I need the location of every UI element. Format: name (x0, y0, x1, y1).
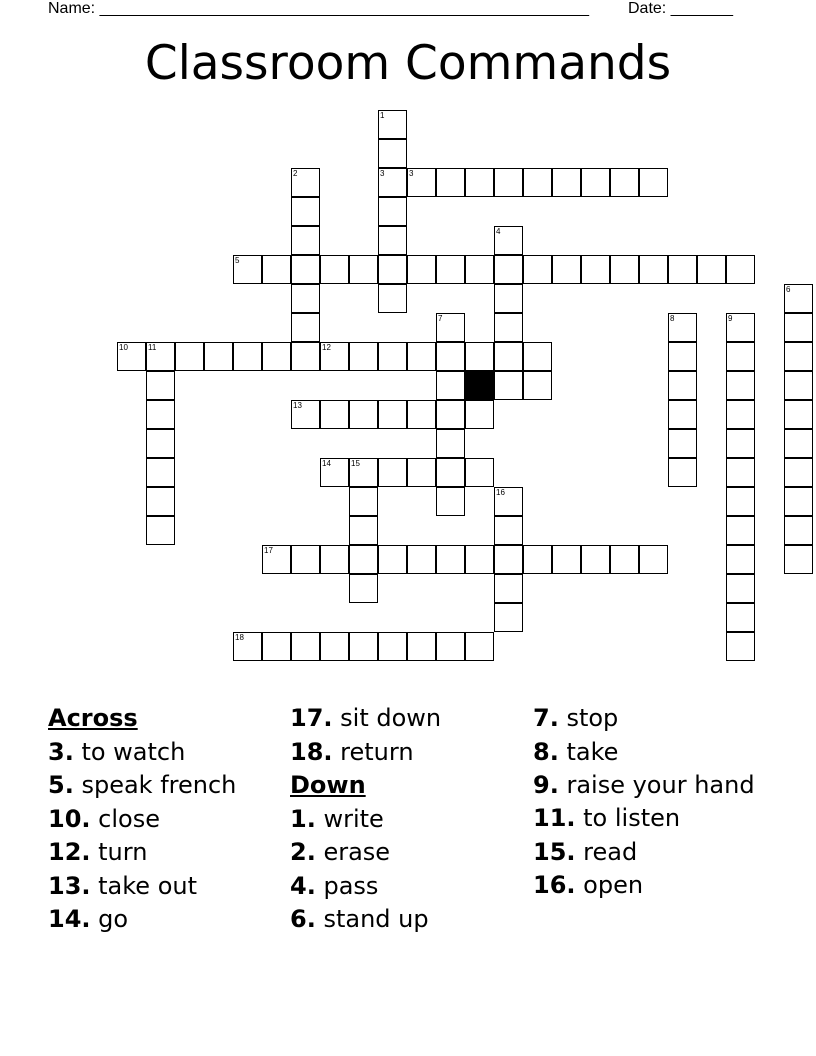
crossword-cell[interactable] (378, 226, 407, 255)
crossword-cell[interactable] (668, 458, 697, 487)
clue-number: 6 (786, 285, 791, 294)
crossword-cell[interactable] (668, 371, 697, 400)
clue-item-number: 4. (290, 871, 316, 900)
clue-number: 3 (409, 169, 414, 178)
crossword-cell[interactable] (291, 632, 320, 661)
crossword-cell[interactable] (523, 168, 552, 197)
clue-item-number: 1. (290, 804, 316, 833)
crossword-cell[interactable] (494, 313, 523, 342)
crossword-cell[interactable] (146, 371, 175, 400)
clue-section-heading: Down (290, 771, 366, 799)
crossword-cell[interactable] (378, 545, 407, 574)
crossword-cell[interactable] (291, 545, 320, 574)
crossword-cell[interactable] (726, 545, 755, 574)
clue-item-text: return (332, 737, 414, 766)
crossword-cell[interactable] (349, 458, 378, 487)
crossword-cell[interactable] (726, 458, 755, 487)
crossword-cell[interactable] (378, 632, 407, 661)
crossword-cell[interactable] (291, 226, 320, 255)
crossword-cell[interactable] (320, 632, 349, 661)
clue-item-text: pass (315, 871, 379, 900)
clue-item (533, 802, 768, 836)
clue-item-number: 11. (533, 804, 576, 832)
clue-item-number: 8. (533, 737, 559, 766)
clue-item (48, 736, 283, 770)
crossword-cell[interactable] (494, 516, 523, 545)
clue-item-number: 13. (48, 871, 91, 900)
crossword-cell[interactable] (436, 400, 465, 429)
crossword-cell[interactable] (233, 255, 262, 284)
crossword-cell[interactable] (349, 400, 378, 429)
clue-item-text: stop (558, 704, 619, 732)
crossword-cell[interactable] (581, 545, 610, 574)
crossword-cell[interactable] (349, 574, 378, 603)
crossword-cell[interactable] (465, 545, 494, 574)
clue-item-text: open (575, 871, 644, 899)
crossword-cell[interactable] (291, 342, 320, 371)
clue-number: 1 (380, 111, 385, 120)
crossword-cell[interactable] (726, 429, 755, 458)
clue-number: 18 (235, 633, 244, 642)
crossword-cell[interactable] (726, 255, 755, 284)
crossword-cell[interactable] (784, 516, 813, 545)
crossword-cell[interactable] (552, 255, 581, 284)
crossword-cell[interactable] (436, 632, 465, 661)
clue-number: 15 (351, 459, 360, 468)
clue-item-text: turn (90, 838, 148, 866)
clue-column-3 (533, 702, 768, 903)
crossword-cell[interactable] (494, 371, 523, 400)
clue-item (48, 803, 283, 837)
crossword-cell[interactable] (668, 429, 697, 458)
crossword-cell[interactable] (784, 284, 813, 313)
clue-item-text: close (90, 804, 160, 833)
crossword-cell[interactable] (291, 313, 320, 342)
clue-item-text: erase (315, 838, 391, 866)
clue-item (533, 702, 768, 736)
clue-item-text: to watch (73, 737, 186, 766)
crossword-cell[interactable] (262, 255, 291, 284)
crossword-cell[interactable] (378, 284, 407, 313)
crossword-cell[interactable] (320, 400, 349, 429)
crossword-cell[interactable] (378, 168, 407, 197)
crossword-cell[interactable] (668, 255, 697, 284)
clue-number: 12 (322, 343, 331, 352)
crossword-cell[interactable] (784, 458, 813, 487)
crossword-cell[interactable] (552, 545, 581, 574)
crossword-cell[interactable] (436, 458, 465, 487)
page-title: Classroom Commands (144, 36, 672, 91)
crossword-cell[interactable] (436, 545, 465, 574)
crossword-cell[interactable] (349, 255, 378, 284)
clue-item-text: sit down (332, 704, 442, 732)
crossword-cell[interactable] (436, 429, 465, 458)
crossword-cell[interactable] (291, 168, 320, 197)
crossword-block (465, 371, 494, 400)
crossword-cell[interactable] (146, 400, 175, 429)
crossword-cell[interactable] (465, 632, 494, 661)
crossword-cell[interactable] (726, 487, 755, 516)
clue-number: 3 (380, 169, 385, 178)
clue-item (533, 769, 768, 802)
name-field-label: Name: _______________________________________________________ (48, 0, 589, 17)
crossword-cell[interactable] (668, 400, 697, 429)
crossword-cell[interactable] (320, 342, 349, 371)
crossword-cell[interactable] (436, 487, 465, 516)
crossword-cell[interactable] (233, 342, 262, 371)
crossword-cell[interactable] (291, 255, 320, 284)
clue-number: 2 (293, 169, 298, 178)
crossword-cell[interactable] (784, 342, 813, 371)
crossword-cell[interactable] (175, 342, 204, 371)
crossword-cell[interactable] (784, 400, 813, 429)
crossword-cell[interactable] (494, 284, 523, 313)
clue-number: 5 (235, 256, 240, 265)
crossword-cell[interactable] (349, 545, 378, 574)
clue-item (290, 836, 525, 870)
crossword-cell[interactable] (349, 487, 378, 516)
clue-item (48, 903, 283, 937)
clue-item-number: 15. (533, 837, 576, 866)
clue-number: 13 (293, 401, 302, 410)
clue-column-2 (290, 702, 525, 937)
crossword-cell[interactable] (407, 168, 436, 197)
clue-item (290, 903, 525, 937)
crossword-cell[interactable] (407, 545, 436, 574)
clue-item-text: write (315, 804, 384, 833)
clue-item-number: 2. (290, 838, 316, 866)
clue-item-number: 12. (48, 838, 91, 866)
crossword-cell[interactable] (784, 487, 813, 516)
crossword-cell[interactable] (349, 632, 378, 661)
date-field-label: Date: _______ (628, 0, 733, 17)
crossword-cell[interactable] (465, 168, 494, 197)
crossword-cell[interactable] (262, 545, 291, 574)
crossword-cell[interactable] (378, 110, 407, 139)
clue-number: 7 (438, 314, 443, 323)
crossword-cell[interactable] (494, 226, 523, 255)
crossword-cell[interactable] (262, 342, 291, 371)
crossword-cell[interactable] (523, 255, 552, 284)
crossword-cell[interactable] (610, 168, 639, 197)
crossword-cell[interactable] (726, 400, 755, 429)
crossword-cell[interactable] (726, 516, 755, 545)
clue-item-number: 5. (48, 771, 74, 799)
crossword-cell[interactable] (494, 574, 523, 603)
crossword-cell[interactable] (146, 516, 175, 545)
crossword-cell[interactable] (784, 313, 813, 342)
clue-item (290, 702, 525, 736)
clue-list (48, 702, 768, 962)
crossword-cell[interactable] (349, 516, 378, 545)
crossword-cell[interactable] (668, 313, 697, 342)
clue-number: 8 (670, 314, 675, 323)
crossword-cell[interactable] (146, 458, 175, 487)
crossword-cell[interactable] (204, 342, 233, 371)
crossword-cell[interactable] (407, 458, 436, 487)
clue-item-number: 3. (48, 737, 74, 766)
crossword-cell[interactable] (494, 545, 523, 574)
crossword-cell[interactable] (378, 139, 407, 168)
crossword-cell[interactable] (407, 632, 436, 661)
crossword-cell[interactable] (581, 168, 610, 197)
crossword-cell[interactable] (726, 632, 755, 661)
clue-item-text: to listen (575, 804, 681, 832)
clue-item-text: stand up (315, 905, 429, 933)
crossword-cell[interactable] (320, 255, 349, 284)
crossword-cell[interactable] (465, 342, 494, 371)
crossword-cell[interactable] (668, 342, 697, 371)
crossword-cell[interactable] (320, 458, 349, 487)
clue-item-number: 10. (48, 804, 91, 833)
clue-item-text: speak french (73, 771, 237, 799)
crossword-cell[interactable] (436, 342, 465, 371)
clue-item (290, 736, 525, 770)
crossword-cell[interactable] (291, 284, 320, 313)
clue-item (533, 869, 768, 903)
crossword-cell[interactable] (726, 371, 755, 400)
clue-number: 11 (148, 343, 157, 352)
clue-column-1 (48, 702, 283, 937)
crossword-cell[interactable] (378, 255, 407, 284)
crossword-cell[interactable] (349, 342, 378, 371)
crossword-cell[interactable] (639, 545, 668, 574)
crossword-cell[interactable] (639, 255, 668, 284)
crossword-cell[interactable] (436, 371, 465, 400)
crossword-cell[interactable] (784, 545, 813, 574)
crossword-cell[interactable] (494, 255, 523, 284)
clue-item-text: raise your hand (558, 771, 755, 799)
clue-item (48, 769, 283, 803)
crossword-cell[interactable] (146, 429, 175, 458)
clue-item (290, 870, 525, 904)
crossword-cell[interactable] (117, 342, 146, 371)
clue-item-number: 6. (290, 905, 316, 933)
clue-item-number: 17. (290, 704, 333, 732)
crossword-cell[interactable] (320, 545, 349, 574)
crossword-cell[interactable] (639, 168, 668, 197)
crossword-cell[interactable] (378, 342, 407, 371)
crossword-cell[interactable] (378, 197, 407, 226)
crossword-cell[interactable] (233, 632, 262, 661)
crossword-cell[interactable] (494, 603, 523, 632)
crossword-cell[interactable] (494, 487, 523, 516)
crossword-cell[interactable] (523, 371, 552, 400)
crossword-cell[interactable] (465, 255, 494, 284)
clue-item (533, 836, 768, 870)
crossword-cell[interactable] (726, 342, 755, 371)
clue-item (48, 836, 283, 870)
clue-number: 4 (496, 227, 501, 236)
clue-item (48, 870, 283, 904)
clue-item (533, 736, 768, 770)
clue-item-number: 16. (533, 871, 576, 899)
crossword-cell[interactable] (552, 168, 581, 197)
crossword-cell[interactable] (784, 371, 813, 400)
crossword-cell[interactable] (262, 632, 291, 661)
clue-section-heading: Across (48, 704, 138, 732)
crossword-cell[interactable] (523, 545, 552, 574)
crossword-cell[interactable] (465, 458, 494, 487)
clue-item-number: 14. (48, 905, 91, 933)
crossword-cell[interactable] (436, 255, 465, 284)
crossword-cell[interactable] (146, 487, 175, 516)
crossword-cell[interactable] (436, 313, 465, 342)
clue-number: 17 (264, 546, 273, 555)
crossword-cell[interactable] (378, 400, 407, 429)
clue-item-number: 18. (290, 737, 333, 766)
crossword-cell[interactable] (291, 400, 320, 429)
crossword-cell[interactable] (610, 545, 639, 574)
crossword-cell[interactable] (436, 168, 465, 197)
clue-item-text: read (575, 837, 638, 866)
crossword-cell[interactable] (407, 342, 436, 371)
crossword-cell[interactable] (726, 574, 755, 603)
clue-item-text: go (90, 905, 129, 933)
crossword-cell[interactable] (726, 313, 755, 342)
crossword-cell[interactable] (697, 255, 726, 284)
crossword-cell[interactable] (465, 400, 494, 429)
clue-item-text: take (558, 737, 619, 766)
crossword-cell[interactable] (407, 255, 436, 284)
clue-number: 9 (728, 314, 733, 323)
crossword-cell[interactable] (291, 197, 320, 226)
crossword-cell[interactable] (494, 168, 523, 197)
clue-number: 14 (322, 459, 331, 468)
crossword-cell[interactable] (146, 342, 175, 371)
crossword-cell[interactable] (378, 458, 407, 487)
clue-item (290, 803, 525, 837)
crossword-cell[interactable] (407, 400, 436, 429)
crossword-cell[interactable] (610, 255, 639, 284)
clue-item-number: 9. (533, 771, 559, 799)
crossword-cell[interactable] (523, 342, 552, 371)
clue-number: 16 (496, 488, 505, 497)
clue-item-number: 7. (533, 704, 559, 732)
crossword-cell[interactable] (581, 255, 610, 284)
crossword-cell[interactable] (726, 603, 755, 632)
clue-number: 10 (119, 343, 128, 352)
crossword-cell[interactable] (494, 342, 523, 371)
clue-item-text: take out (90, 871, 198, 900)
crossword-cell[interactable] (784, 429, 813, 458)
